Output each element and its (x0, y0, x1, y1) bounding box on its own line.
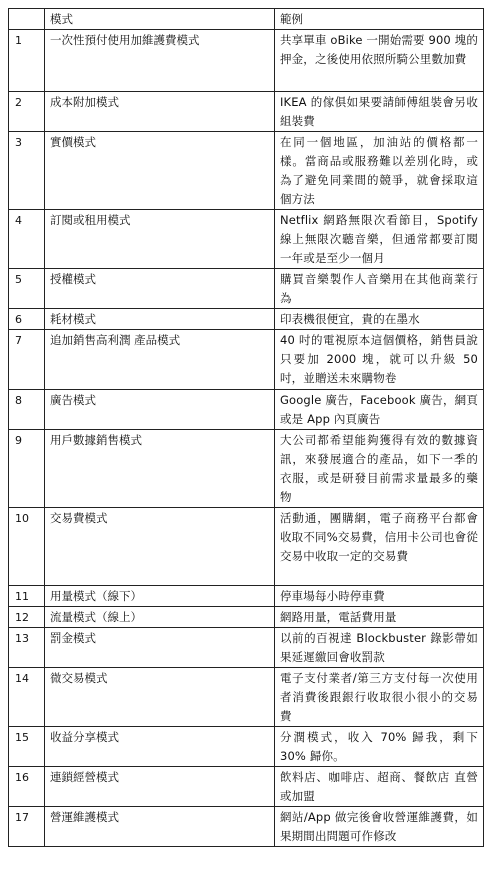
row-model-cell: 流量模式（線上） (45, 607, 275, 628)
row-model-cell: 營運維護模式 (45, 807, 275, 847)
table-row (9, 330, 484, 390)
row-example-cell: 停車場每小時停車費 (275, 586, 484, 607)
row-example-cell: 大公司都希望能夠獲得有效的數據資訊，來發展適合的產品，如下一季的衣服，或是研發目前需求量最多的藥物 (275, 430, 484, 508)
row-number-cell: 10 (9, 508, 45, 586)
row-example-cell: 活動通，團購網，電子商務平台都會收取不同%交易費，信用卡公司也會從交易中收取一定的交易費 (275, 508, 484, 586)
row-number-cell: 17 (9, 807, 45, 847)
row-model-cell: 交易費模式 (45, 508, 275, 586)
table-row (9, 727, 484, 767)
table-row (9, 390, 484, 430)
row-model-cell: 連鎖經營模式 (45, 767, 275, 807)
row-number-cell: 6 (9, 309, 45, 330)
row-number-cell: 11 (9, 586, 45, 607)
row-example-cell: 印表機很便宜，貴的在墨水 (275, 309, 484, 330)
row-model-cell: 微交易模式 (45, 668, 275, 727)
row-model-cell: 追加銷售高利潤 產品模式 (45, 330, 275, 390)
header-number-cell (9, 9, 45, 30)
row-example-cell: 購買音樂製作人音樂用在其他商業行為 (275, 269, 484, 309)
row-number-cell: 1 (9, 30, 45, 92)
table-row (9, 508, 484, 586)
row-example-cell: 共享單車 oBike 一開始需要 900 塊的押金，之後使用依照所騎公里數加費 (275, 30, 484, 92)
row-model-cell: 成本附加模式 (45, 92, 275, 132)
table-row (9, 30, 484, 92)
table-row (9, 628, 484, 668)
table-row (9, 668, 484, 727)
row-number-cell: 8 (9, 390, 45, 430)
table-row (9, 92, 484, 132)
table-row (9, 607, 484, 628)
row-model-cell: 廣告模式 (45, 390, 275, 430)
row-model-cell: 用量模式（線下） (45, 586, 275, 607)
row-model-cell: 收益分享模式 (45, 727, 275, 767)
row-number-cell: 3 (9, 132, 45, 210)
row-example-cell: 40 吋的電視原本這個價格，銷售員說只要加 2000 塊，就可以升級 50 吋，並贈送未來購物卷 (275, 330, 484, 390)
row-model-cell: 耗材模式 (45, 309, 275, 330)
row-example-cell: 在同一個地區，加油站的價格都一樣。當商品或服務難以差別化時，或為了避免同業間的競爭，就會採取這個方法 (275, 132, 484, 210)
row-example-cell: Google 廣告，Facebook 廣告，網頁或是 App 內頁廣告 (275, 390, 484, 430)
row-example-cell: 分潤模式，收入 70% 歸我，剩下 30% 歸你。 (275, 727, 484, 767)
row-model-cell: 一次性預付使用加維護費模式 (45, 30, 275, 92)
row-example-cell: IKEA 的傢俱如果要請師傅組裝會另收組裝費 (275, 92, 484, 132)
row-number-cell: 7 (9, 330, 45, 390)
row-number-cell: 14 (9, 668, 45, 727)
row-model-cell: 授權模式 (45, 269, 275, 309)
row-number-cell: 4 (9, 210, 45, 269)
row-model-cell: 訂閱或租用模式 (45, 210, 275, 269)
row-number-cell: 13 (9, 628, 45, 668)
row-model-cell: 用戶數據銷售模式 (45, 430, 275, 508)
header-model-cell: 模式 (45, 9, 275, 30)
row-model-cell: 罰金模式 (45, 628, 275, 668)
row-example-cell: 電子支付業者/第三方支付每一次使用者消費後跟銀行收取很小很小的交易費 (275, 668, 484, 727)
row-number-cell: 16 (9, 767, 45, 807)
header-row (9, 9, 484, 30)
row-example-cell: 網站/App 做完後會收營運維護費，如果期間出問題可作修改 (275, 807, 484, 847)
table-row (9, 807, 484, 847)
table-row (9, 586, 484, 607)
row-example-cell: 以前的百視達 Blockbuster 錄影帶如果延遲繳回會收罰款 (275, 628, 484, 668)
row-example-cell: 飲料店、咖啡店、超商、餐飲店 直營或加盟 (275, 767, 484, 807)
row-number-cell: 5 (9, 269, 45, 309)
row-model-cell: 實價模式 (45, 132, 275, 210)
row-number-cell: 9 (9, 430, 45, 508)
table-row (9, 269, 484, 309)
row-number-cell: 15 (9, 727, 45, 767)
row-number-cell: 12 (9, 607, 45, 628)
row-example-cell: Netflix 網路無限次看節目，Spotify 線上無限次聽音樂，但通常都要訂閱一年或是至少一個月 (275, 210, 484, 269)
row-example-cell: 網路用量，電話費用量 (275, 607, 484, 628)
table-row (9, 309, 484, 330)
table-row (9, 132, 484, 210)
header-example-cell: 範例 (275, 9, 484, 30)
table-row (9, 767, 484, 807)
row-number-cell: 2 (9, 92, 45, 132)
table-row (9, 430, 484, 508)
table-row (9, 210, 484, 269)
models-table (8, 8, 484, 847)
